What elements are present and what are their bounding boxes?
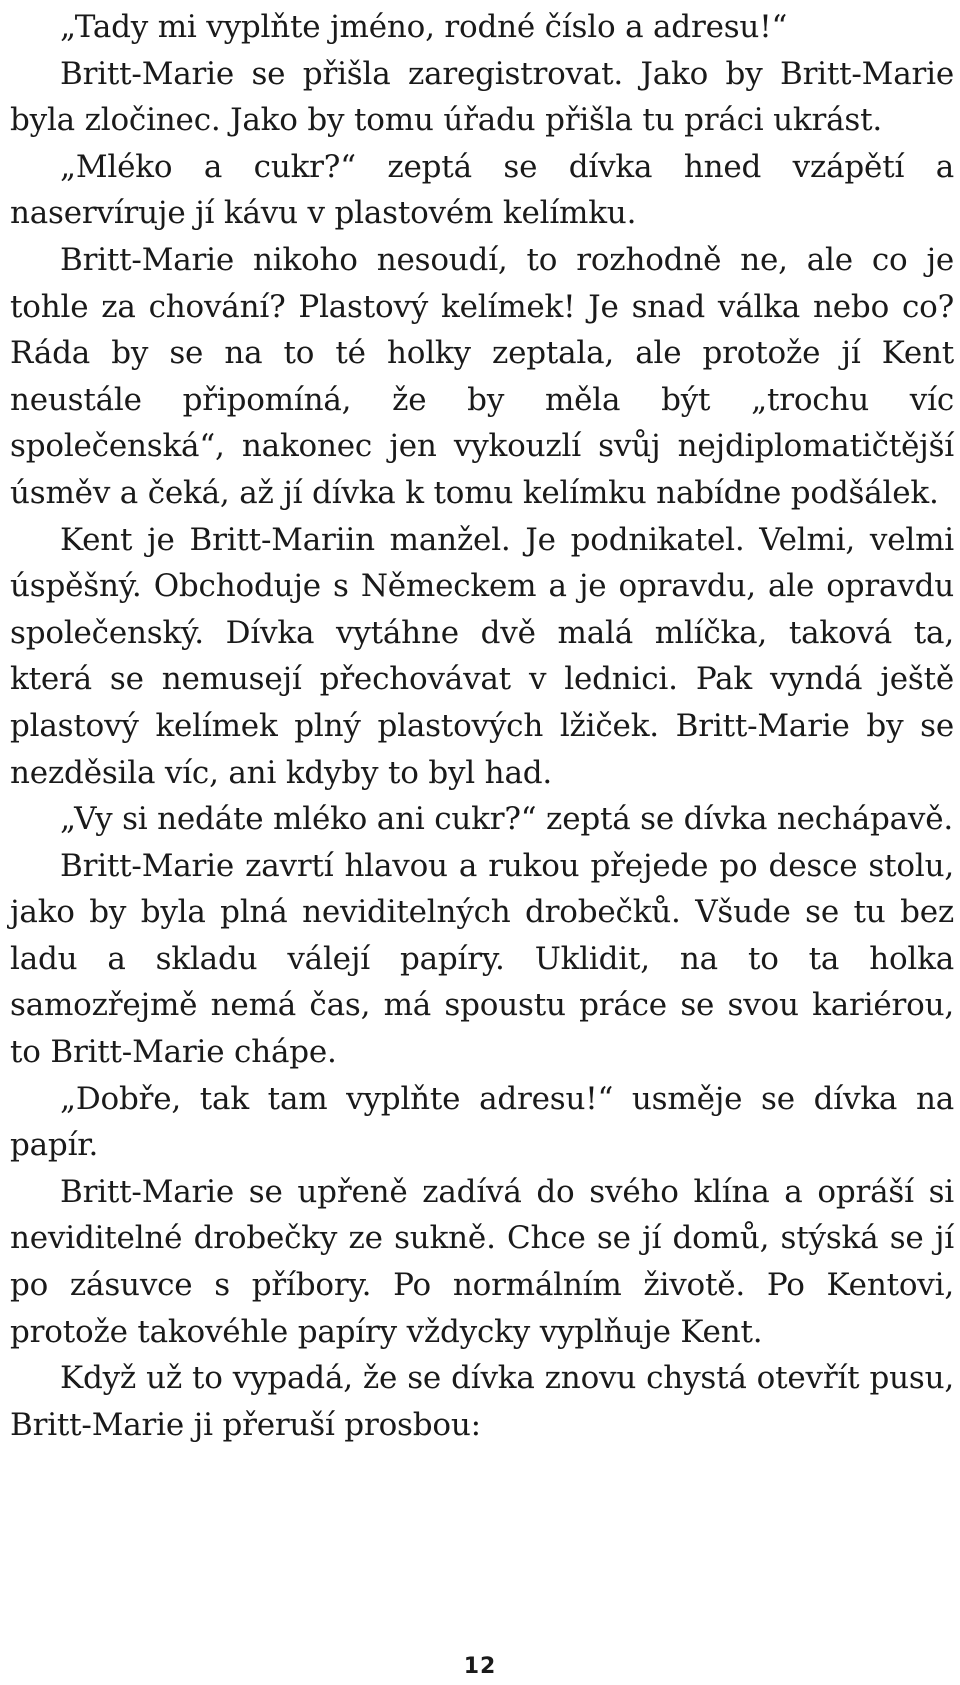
paragraph-2: Britt-Marie se přišla zaregistrovat. Jako by Britt-Marie byla zločinec. Jako by tomu úřadu přišla tu práci ukrást.: [10, 55, 954, 139]
paragraph-8: „Dobře, tak tam vyplňte adresu!“ usměje se dívka na papír.: [10, 1080, 954, 1164]
page-number: 12: [463, 1654, 497, 1679]
paragraph-10: Když už to vypadá, že se dívka znovu chystá otevřít pusu, Britt-Marie ji přeruší prosbou:: [10, 1360, 954, 1443]
paragraph-5: Kent je Britt-Mariin manžel. Je podnikatel. Velmi, velmi úspěšný. Obchoduje s Německem a je opravdu, ale opravdu společenský. Dívka vytáhne dvě malá mlíčka, taková ta, která se nemusejí přechovávat v lednici. Pak vyndá ještě plastový kelímek plný plastových lžiček. Britt-Marie by se nezděsila víc, ani kdyby to byl had.: [10, 521, 954, 791]
paragraph-3: „Mléko a cukr?“ zeptá se dívka hned vzápětí a naservíruje jí kávu v plastovém kelímku.: [10, 148, 954, 232]
paragraph-7: Britt-Marie zavrtí hlavou a rukou přejede po desce stolu, jako by byla plná neviditelných drobečků. Všude se tu bez ladu a skladu válejí papíry. Uklidit, na to ta holka samozřejmě nemá čas, má spoustu práce se svou kariérou, to Britt-Marie chápe.: [10, 847, 954, 1071]
paragraph-4: Britt-Marie nikoho nesoudí, to rozhodně ne, ale co je tohle za chování? Plastový kelímek! Je snad válka nebo co? Ráda by se na to té holky zeptala, ale protože jí Kent neustále připomíná, že by měla být „trochu víc společenská“, nakonec jen vykouzlí svůj nejdiplomatičtější úsměv a čeká, až jí dívka k tomu kelímku nabídne podšálek.: [10, 241, 954, 511]
book-page-text: [10, 4, 954, 1448]
paragraph-6: „Vy si nedáte mléko ani cukr?“ zeptá se dívka nechápavě.: [60, 801, 954, 838]
paragraph-9: Britt-Marie se upřeně zadívá do svého klína a opráší si neviditelné drobečky ze sukně. Chce se jí domů, stýská se jí po zásuvce s příbory. Po normálním životě. Po Kentovi, protože takovéhle papíry vždycky vyplňuje Kent.: [10, 1173, 954, 1350]
paragraph-1: „Tady mi vyplňte jméno, rodné číslo a adresu!“: [60, 9, 788, 45]
